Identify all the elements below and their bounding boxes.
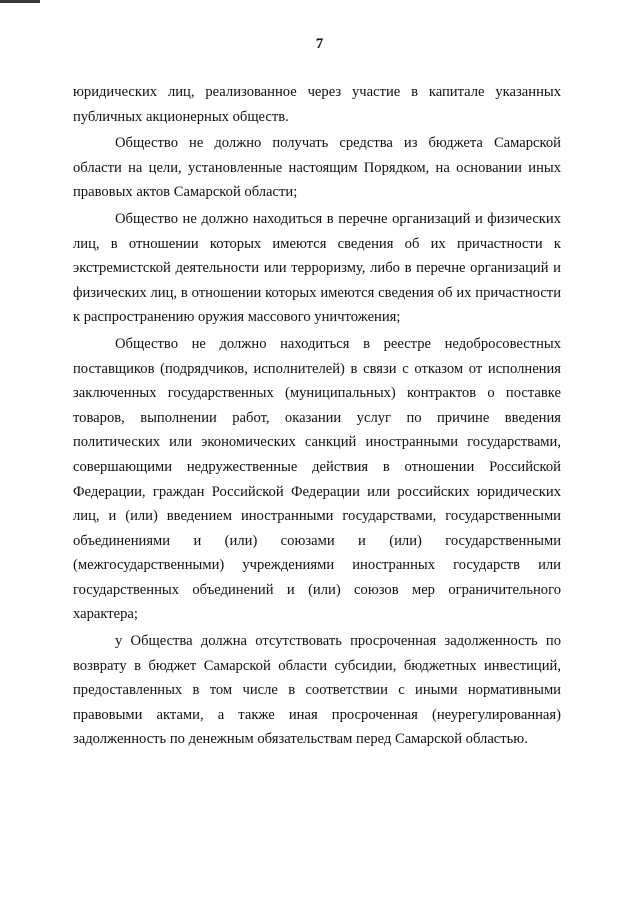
- page-number: 7: [315, 36, 324, 52]
- scan-corner-mark: [0, 0, 40, 3]
- paragraph-unfair-suppliers-registry: Общество не должно находиться в реестре недобросовестных поставщиков (подрядчиков, исполнителей) в связи с отказом от исполнения заключенных государственных (муниципальных) контрактов о поставке товаров, выполнении работ, оказании услуг по причине введения политических или экономических санкций иностранными государствами, совершающими недружественные действия в отношении Российской Федерации, граждан Российской Федерации или российских юридических лиц, и (или) введением иностранными государствами, государственными объединениями и (или) союзами и (или) государственными (межгосударственными) учреждениями иностранных государств или государственных объединений и (или) союзов мер ограничительного характера;: [73, 335, 561, 623]
- document-body: [73, 80, 561, 754]
- paragraph-continuation: юридических лиц, реализованное через участие в капитале указанных публичных акционерных обществ.: [73, 84, 561, 125]
- paragraph-overdue-debt: у Общества должна отсутствовать просроченная задолженность по возврату в бюджет Самарской области субсидии, бюджетных инвестиций, предоставленных в том числе в соответствии с иными нормативными правовыми актами, а также иная просроченная (неурегулированная) задолженность по денежным обязательствам перед Самарской областью.: [73, 633, 561, 748]
- paragraph-budget-funds: Общество не должно получать средства из бюджета Самарской области на цели, установленные настоящим Порядком, на основании иных правовых актов Самарской области;: [73, 135, 561, 201]
- paragraph-extremism-list: Общество не должно находиться в перечне организаций и физических лиц, в отношении которых имеются сведения об их причастности к экстремистской деятельности или терроризму, либо в перечне организаций и физических лиц, в отношении которых имеются сведения об их причастности к распространению оружия массового уничтожения;: [73, 210, 561, 326]
